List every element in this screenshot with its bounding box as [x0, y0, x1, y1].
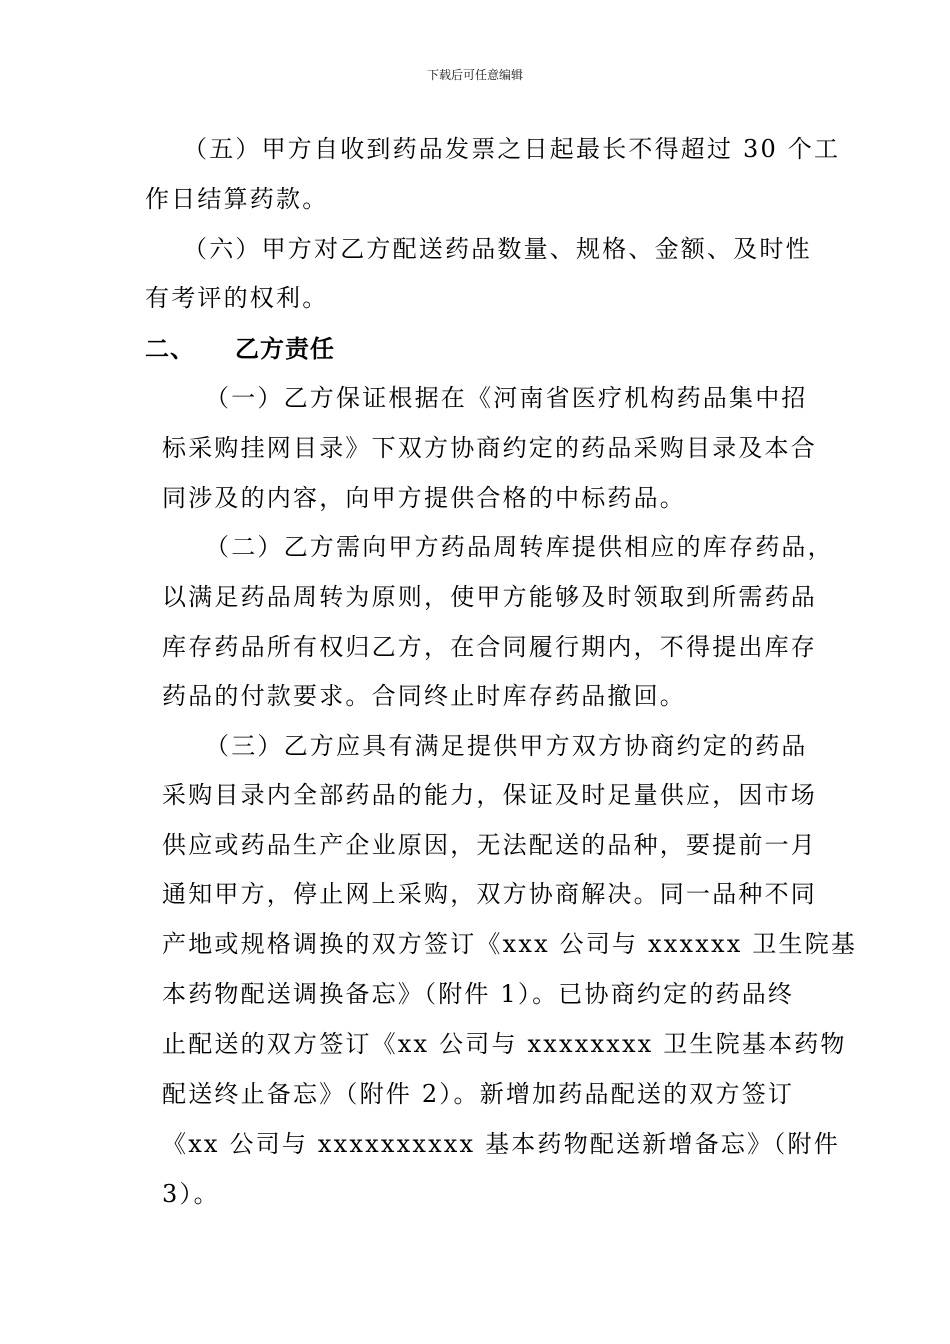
paragraph-line: （三）乙方应具有满足提供甲方双方协商约定的药品	[205, 732, 808, 760]
paragraph-line: 配送终止备忘》（附件 2）。新增加药品配送的双方签订	[162, 1080, 795, 1108]
section-heading-title: 乙方责任	[235, 334, 335, 363]
paragraph-line: 《xx 公司与 xxxxxxxxxx 基本药物配送新增备忘》（附件	[162, 1130, 840, 1158]
paragraph-line: 标采购挂网目录》下双方协商约定的药品采购目录及本合	[162, 434, 817, 462]
paragraph-line: （二）乙方需向甲方药品周转库提供相应的库存药品，	[205, 533, 834, 561]
section-heading	[145, 335, 335, 363]
paragraph-line: 同涉及的内容，向甲方提供合格的中标药品。	[162, 484, 686, 512]
paragraph-line: 药品的付款要求。合同终止时库存药品撤回。	[162, 682, 686, 710]
page-header: 下载后可任意编辑	[426, 68, 523, 82]
paragraph-line: 本药物配送调换备忘》（附件 1）。已协商约定的药品终	[162, 980, 795, 1008]
paragraph-line: 通知甲方，停止网上采购，双方协商解决。同一品种不同	[162, 880, 817, 908]
paragraph-line: （六）甲方对乙方配送药品数量、规格、金额、及时性	[183, 235, 812, 263]
section-heading-number: 二、	[145, 334, 195, 363]
paragraph-line: 库存药品所有权归乙方，在合同履行期内，不得提出库存	[162, 633, 817, 661]
paragraph-line: 止配送的双方签订《xx 公司与 xxxxxxxx 卫生院基本药物	[162, 1030, 847, 1058]
paragraph-line: （一）乙方保证根据在《河南省医疗机构药品集中招	[205, 384, 808, 412]
paragraph-line: 采购目录内全部药品的能力，保证及时足量供应，因市场	[162, 781, 817, 809]
paragraph-line: （五）甲方自收到药品发票之日起最长不得超过 30 个工	[183, 135, 841, 163]
paragraph-line: 供应或药品生产企业原因，无法配送的品种，要提前一月	[162, 831, 817, 859]
paragraph-line: 有考评的权利。	[145, 284, 329, 312]
paragraph-line: 3）。	[162, 1180, 220, 1208]
paragraph-line: 作日结算药款。	[145, 185, 329, 213]
paragraph-line: 产地或规格调换的双方签订《xxx 公司与 xxxxxx 卫生院基	[162, 930, 858, 958]
paragraph-line: 以满足药品周转为原则，使甲方能够及时领取到所需药品	[162, 583, 817, 611]
